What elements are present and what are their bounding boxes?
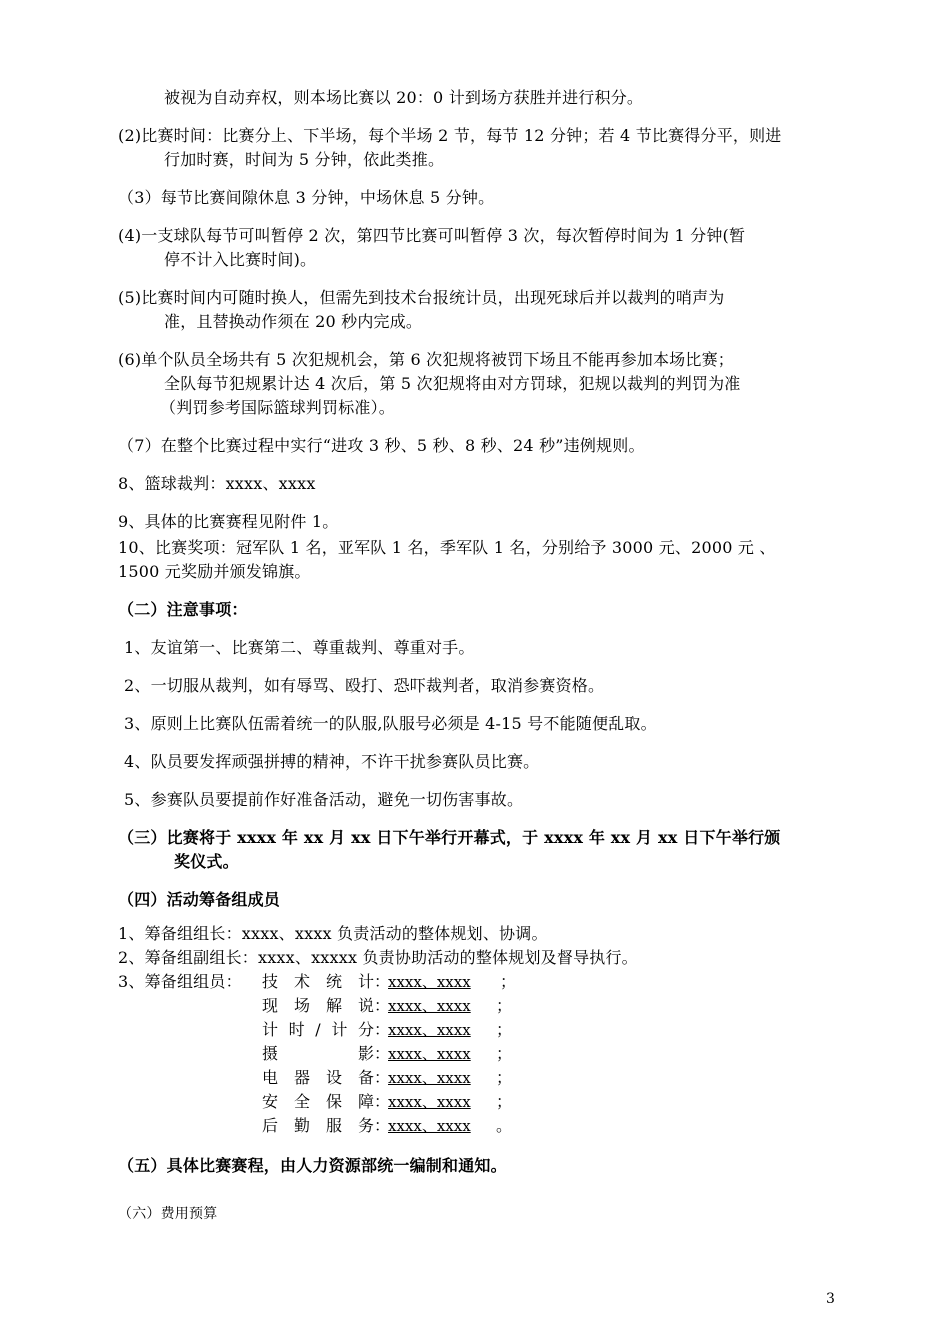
note-1: 1、友谊第一、比赛第二、尊重裁判、尊重对手。 bbox=[124, 638, 475, 657]
member-colon: ： bbox=[374, 1044, 391, 1063]
member-end: ； bbox=[500, 972, 517, 991]
item-8-referees: 8、篮球裁判：xxxx、xxxx bbox=[118, 474, 316, 493]
committee-leader: 1、筹备组组长：xxxx、xxxx 负责活动的整体规划、协调。 bbox=[118, 924, 548, 943]
member-role: 计时/计分 bbox=[262, 1020, 374, 1039]
notes-heading: （二）注意事项： bbox=[118, 600, 248, 619]
rule-2-line-1: (2)比赛时间：比赛分上、下半场，每个半场 2 节，每节 12 分钟；若 4 节比赛得分平，则进 bbox=[118, 126, 782, 145]
note-3: 3、原则上比赛队伍需着统一的队服,队服号必须是 4-15 号不能随便乱取。 bbox=[124, 714, 657, 733]
note-2: 2、一切服从裁判，如有辱骂、殴打、恐吓裁判者，取消参赛资格。 bbox=[124, 676, 605, 695]
member-end: ； bbox=[496, 1044, 513, 1063]
member-role: 现场解说 bbox=[262, 996, 374, 1015]
member-role: 后勤服务 bbox=[262, 1116, 374, 1135]
member-names: xxxx、xxxx bbox=[388, 1117, 471, 1135]
committee-heading: （四）活动筹备组成员 bbox=[118, 890, 281, 909]
member-names: xxxx、xxxx bbox=[388, 997, 471, 1015]
member-colon: ： bbox=[374, 996, 391, 1015]
rule-forfeit: 被视为自动弃权，则本场比赛以 20：0 计到场方获胜并进行积分。 bbox=[164, 88, 644, 107]
ceremony-line-1: （三）比赛将于 xxxx 年 xx 月 xx 日下午举行开幕式，于 xxxx 年 xx 月 xx 日下午举行颁 bbox=[118, 828, 781, 847]
member-role: 安全保障 bbox=[262, 1092, 374, 1111]
member-colon: ： bbox=[374, 1020, 391, 1039]
member-names: xxxx、xxxx bbox=[388, 1045, 471, 1063]
rule-7: （7）在整个比赛过程中实行“进攻 3 秒、5 秒、8 秒、24 秒”违例规则。 bbox=[118, 436, 645, 455]
member-names: xxxx、xxxx bbox=[388, 1021, 471, 1039]
note-5: 5、参赛队员要提前作好准备活动，避免一切伤害事故。 bbox=[124, 790, 524, 809]
budget-heading: （六）费用预算 bbox=[118, 1206, 218, 1222]
ceremony-line-2: 奖仪式。 bbox=[174, 852, 239, 871]
rule-6-line-3: （判罚参考国际篮球判罚标准）。 bbox=[160, 398, 396, 417]
item-9-schedule: 9、具体的比赛赛程见附件 1。 bbox=[118, 512, 339, 531]
page-number: 3 bbox=[826, 1291, 835, 1307]
member-end: ； bbox=[496, 1068, 513, 1087]
member-end: ； bbox=[496, 1020, 513, 1039]
member-colon: ： bbox=[374, 1116, 391, 1135]
rule-5-line-2: 准，且替换动作须在 20 秒内完成。 bbox=[164, 312, 423, 331]
member-names: xxxx、xxxx bbox=[388, 973, 471, 991]
member-colon: ： bbox=[374, 1092, 391, 1111]
member-colon: ： bbox=[374, 972, 391, 991]
rule-5-line-1: (5)比赛时间内可随时换人，但需先到技术台报统计员，出现死球后并以裁判的哨声为 bbox=[118, 288, 725, 307]
rule-4-line-1: (4)一支球队每节可叫暂停 2 次，第四节比赛可叫暂停 3 次，每次暂停时间为 1 分钟(暂 bbox=[118, 226, 746, 245]
member-role: 摄影 bbox=[262, 1044, 374, 1063]
member-end: ； bbox=[496, 996, 513, 1015]
note-4: 4、队员要发挥顽强拼搏的精神，不许干扰参赛队员比赛。 bbox=[124, 752, 540, 771]
member-names: xxxx、xxxx bbox=[388, 1093, 471, 1111]
member-names: xxxx、xxxx bbox=[388, 1069, 471, 1087]
member-role: 电器设备 bbox=[262, 1068, 374, 1087]
committee-members-label: 3、筹备组组员： bbox=[118, 972, 242, 991]
schedule-heading: （五）具体比赛赛程，由人力资源部统一编制和通知。 bbox=[118, 1156, 507, 1175]
item-10-line-2: 1500 元奖励并颁发锦旗。 bbox=[118, 562, 311, 581]
member-end: ； bbox=[496, 1092, 513, 1111]
item-10-line-1: 10、比赛奖项：冠军队 1 名，亚军队 1 名，季军队 1 名，分别给予 3000 元、2000 元 、 bbox=[118, 538, 776, 557]
rule-6-line-2: 全队每节犯规累计达 4 次后，第 5 次犯规将由对方罚球，犯规以裁判的判罚为准 bbox=[164, 374, 741, 393]
rule-4-line-2: 停不计入比赛时间)。 bbox=[164, 250, 317, 269]
rule-3: （3）每节比赛间隙休息 3 分钟，中场休息 5 分钟。 bbox=[118, 188, 495, 207]
rule-2-line-2: 行加时赛，时间为 5 分钟，依此类推。 bbox=[164, 150, 445, 169]
member-colon: ： bbox=[374, 1068, 391, 1087]
member-end: 。 bbox=[496, 1116, 513, 1135]
committee-deputy: 2、筹备组副组长：xxxx、xxxxx 负责协助活动的整体规划及督导执行。 bbox=[118, 948, 638, 967]
rule-6-line-1: (6)单个队员全场共有 5 次犯规机会，第 6 次犯规将被罚下场且不能再参加本场比赛； bbox=[118, 350, 734, 369]
member-role: 技术统计 bbox=[262, 972, 374, 991]
